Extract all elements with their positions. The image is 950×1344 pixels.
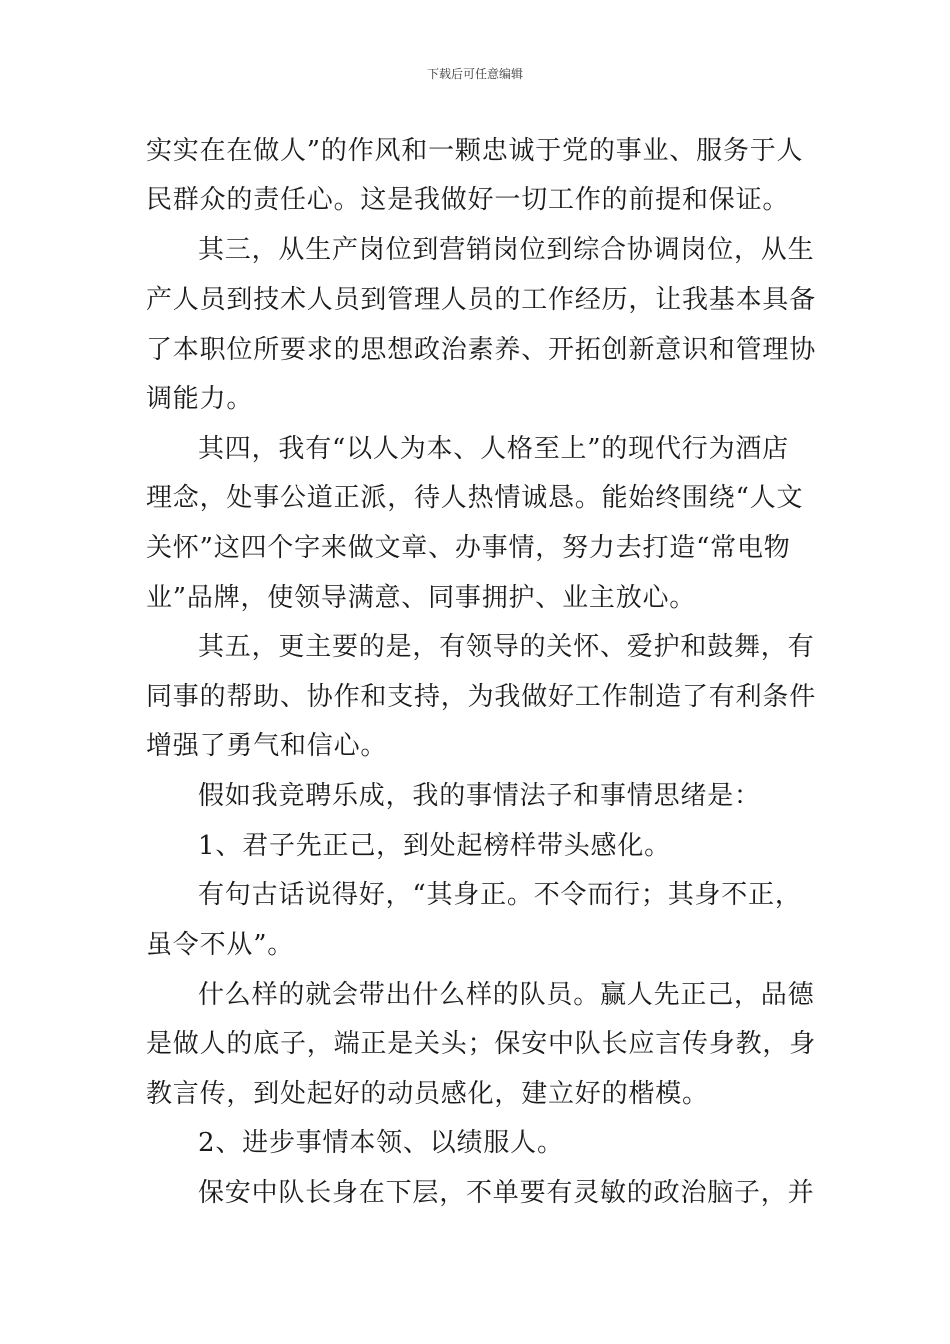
text-line: 有句古话说得好，“其身正。不令而行；其身不正，: [198, 880, 802, 910]
text-line: 什么样的就会带出什么样的队员。赢人先正己，品德: [198, 980, 815, 1010]
text-line: 同事的帮助、协作和支持，为我做好工作制造了有利条件: [146, 682, 817, 712]
text-line: 产人员到技术人员到管理人员的工作经历，让我基本具备: [146, 285, 817, 315]
text-line: 其四，我有“以人为本、人格至上”的现代行为酒店: [198, 434, 789, 464]
text-line: 1、君子先正己，到处起榜样带头感化。: [198, 831, 671, 861]
text-line: 其五，更主要的是，有领导的关怀、爱护和鼓舞，有: [198, 632, 815, 662]
text-line: 理念，处事公道正派，待人热情诚恳。能始终围绕“人文: [146, 483, 804, 513]
text-line: 关怀”这四个字来做文章、办事情，努力去打造“常电物: [146, 533, 791, 563]
text-line: 假如我竞聘乐成，我的事情法子和事情思绪是：: [198, 781, 761, 811]
text-line: 教言传，到处起好的动员感化，建立好的楷模。: [146, 1079, 709, 1109]
text-line: 增强了勇气和信心。: [146, 731, 388, 761]
text-line: 了本职位所要求的思想政治素养、开拓创新意识和管理协: [146, 335, 817, 365]
text-line: 业”品牌，使领导满意、同事拥护、业主放心。: [146, 583, 697, 613]
text-line: 虽令不从”。: [146, 930, 295, 960]
text-line: 其三，从生产岗位到营销岗位到综合协调岗位，从生: [198, 235, 815, 265]
text-line: 实实在在做人”的作风和一颗忠诚于党的事业、服务于人: [146, 136, 804, 166]
page-header: 下载后可任意编辑: [426, 67, 523, 81]
text-line: 是做人的底子，端正是关头；保安中队长应言传身教，身: [146, 1029, 817, 1059]
text-line: 民群众的责任心。这是我做好一切工作的前提和保证。: [146, 185, 790, 215]
text-line: 保安中队长身在下层，不单要有灵敏的政治脑子，并: [198, 1178, 815, 1208]
text-line: 2、进步事情本领、以绩服人。: [198, 1128, 564, 1158]
text-line: 调能力。: [146, 384, 254, 414]
